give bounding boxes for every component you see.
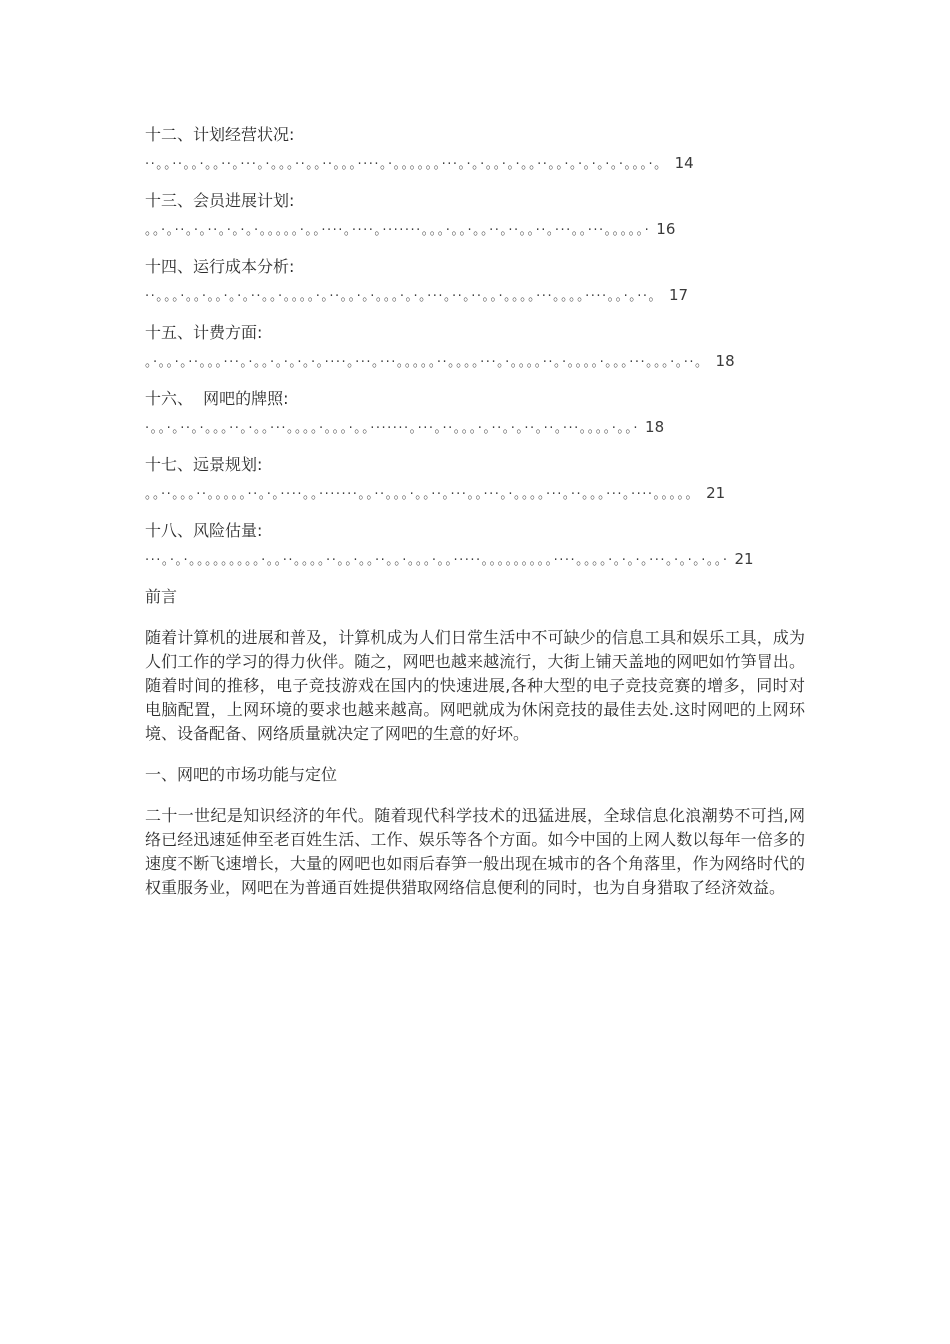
toc-leader-line (145, 284, 805, 308)
toc-entry-16[interactable] (145, 388, 805, 440)
preface-paragraph: 随着计算机的进展和普及，计算机成为人们日常生活中不可缺少的信息工具和娱乐工具，成为人们工作的学习的得力伙伴。随之，网吧也越来越流行，大街上铺天盖地的网吧如竹笋冒出。随着时间的推移，电子竞技游戏在国内的快速进展,各种大型的电子竞技竞赛的增多，同时对电脑配置，上网环境的要求也越来越高。网吧就成为休闲竞技的最佳去处.这时网吧的上网环境、设备配备、网络质量就决定了网吧的生意的好坏。 (145, 628, 805, 743)
toc-page-number: 17 (669, 286, 689, 304)
toc-entry-15[interactable] (145, 322, 805, 374)
toc-leader-dots: ··。。。·。。·。。·。·。··。。·。。。。·。··。。·。·。。。·。·。···。··。··。。·。。。。···。。。。····。。·。··。 (145, 289, 663, 304)
toc-entry-title: 十五、计费方面: (145, 323, 263, 342)
toc-entry-title: 十二、计划经营状况: (145, 125, 295, 144)
section-1-paragraph: 二十一世纪是知识经济的年代。随着现代科学技术的迅猛进展，全球信息化浪潮势不可挡,网络已经迅速延伸至老百姓生活、工作、娱乐等各个方面。如今中国的上网人数以每年一倍多的速度不断飞速增长，大量的网吧也如雨后春笋一般出现在城市的各个角落里，作为网络时代的权重服务业，网吧在为普通百姓提供猎取网络信息便利的同时，也为自身猎取了经济效益。 (145, 806, 805, 897)
toc-entry-14[interactable] (145, 256, 805, 308)
toc-entry-title: 十三、会员进展计划: (145, 191, 295, 210)
toc-entry-title: 十四、运行成本分析: (145, 257, 295, 276)
toc-page-number: 14 (674, 154, 694, 172)
toc-page-number: 21 (734, 550, 754, 568)
toc-leader-line (145, 350, 805, 374)
toc-entry-title: 十七、远景规划: (145, 455, 263, 474)
toc-leader-line (145, 416, 805, 440)
preface-heading: 前言 (145, 587, 178, 606)
toc-page-number: 16 (656, 220, 676, 238)
section-1-heading: 一、网吧的市场功能与定位 (145, 765, 338, 784)
toc-entry-title: 十八、风险估量: (145, 521, 263, 540)
toc-leader-line (145, 152, 805, 176)
toc-leader-dots: ··。。··。。·。。··。···。·。。。··。。··。。。····。·。。。。。。···。·。·。。·。·。。··。。·。·。·。·。·。。。·。 (145, 157, 669, 172)
toc-leader-dots: 。。··。。。··。。。。。··。·。····。。·······。。··。。。·。。··。···。。···。·。。。。···。··。。。···。····。。。。。 (145, 487, 701, 502)
toc-leader-line (145, 482, 805, 506)
toc-entry-17[interactable] (145, 454, 805, 506)
toc-leader-line (145, 548, 805, 572)
toc-entry-18[interactable] (145, 520, 805, 572)
toc-leader-dots: 。。·。··。·。··。·。·。·。。。。。·。。····。····。·······。。。·。。·。。··。··。。··。···。。···。。。。。· (145, 223, 651, 238)
toc-page-number: 18 (715, 352, 735, 370)
toc-leader-dots: ···。·。·。。。。。。。。。·。。··。。。。··。。·。。··。。·。。。·。。·····。。。。。。。。。····。。。。·。·。·。···。·。·。·。。· (145, 553, 729, 568)
toc-leader-dots: 。·。。·。··。。。···。·。。·。·。·。·。····。···。···。。。。。··。。。。···。·。。。。··。·。。。。·。。。···。。。·。··。 (145, 355, 710, 370)
toc-leader-line (145, 218, 805, 242)
toc-entry-title: 十六、 网吧的牌照: (145, 389, 289, 408)
toc-page-number: 18 (645, 418, 665, 436)
toc-entry-13[interactable] (145, 190, 805, 242)
toc-leader-dots: ·。。·。··。·。。。··。·。。···。。。。·。。。·。。·······。···。··。。。·。··。·。··。··。···。。。。·。。· (145, 421, 640, 436)
toc-page-number: 21 (706, 484, 726, 502)
page-content (145, 124, 805, 918)
toc-entry-12[interactable] (145, 124, 805, 176)
